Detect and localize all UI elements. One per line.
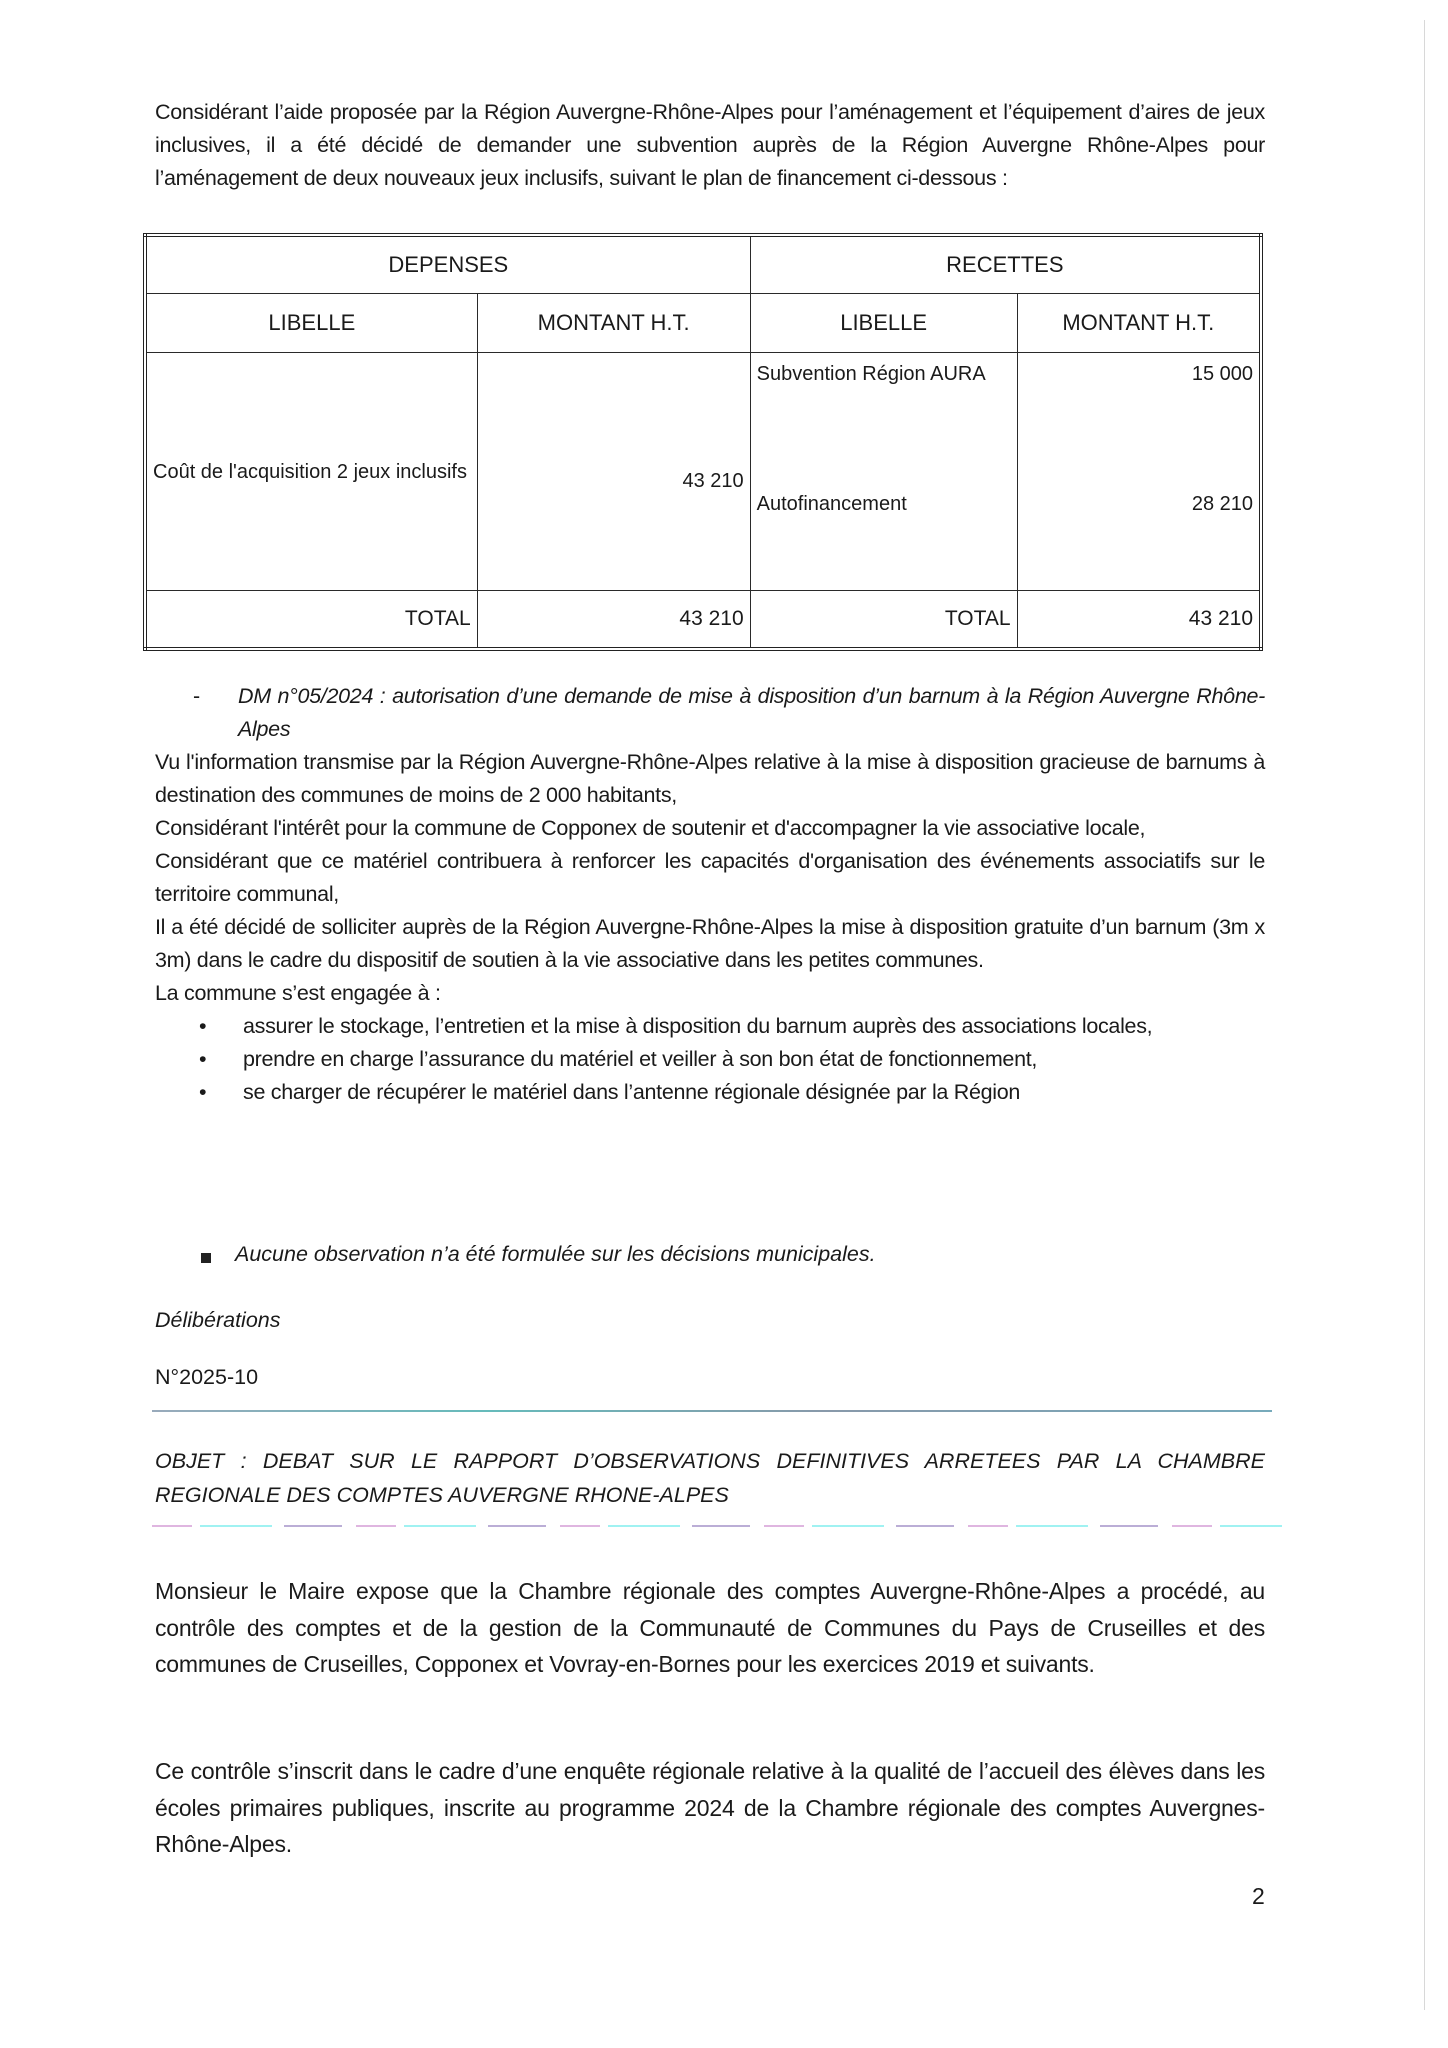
dm-section — [155, 680, 1265, 1109]
dep-montant-cell: 43 210 — [477, 353, 750, 591]
header-depenses: DEPENSES — [145, 235, 750, 294]
observation-item — [155, 1242, 1265, 1267]
col-header-rec-montant: MONTANT H.T. — [1017, 294, 1261, 353]
deliberations-heading: Délibérations — [155, 1308, 281, 1332]
intro-paragraph: Considérant l’aide proposée par la Région Auvergne-Rhône-Alpes pour l’aménagement et l’équipement d’aires de jeux inclusives, il a été décidé de demander une subvention auprès de la Région Auvergne Rhône-Alpes pour l’aménagement de deux nouveaux jeux inclusifs, suivant le plan de financement ci-dessous : — [155, 100, 1265, 190]
list-item-text: prendre en charge l’assurance du matériel et veiller à son bon état de fonctionnement, — [243, 1047, 1038, 1071]
col-header-dep-libelle: LIBELLE — [145, 294, 477, 353]
list-item-text: se charger de récupérer le matériel dans l’antenne régionale désignée par la Région — [243, 1080, 1021, 1104]
rec-montant-autofinancement: 28 210 — [1191, 493, 1253, 515]
rec-montant-cell — [1017, 353, 1261, 591]
rec-libelle-autofinancement: Autofinancement — [756, 493, 907, 515]
col-header-dep-montant: MONTANT H.T. — [477, 294, 750, 353]
rec-libelle-cell — [750, 353, 1017, 591]
header-recettes: RECETTES — [750, 235, 1261, 294]
engagements-list — [155, 1010, 1265, 1109]
rec-montant-subvention: 15 000 — [1191, 363, 1253, 385]
dm-paragraph: Considérant que ce matériel contribuera à renforcer les capacités d'organisation des événements associatifs sur le territoire communal, — [155, 849, 1265, 906]
rec-total-label: TOTAL — [750, 591, 1017, 650]
col-header-rec-libelle: LIBELLE — [750, 294, 1017, 353]
financing-plan-table — [143, 233, 1263, 651]
table-row — [145, 353, 1261, 591]
dm-paragraph: Considérant l'intérêt pour la commune de Copponex de soutenir et d'accompagner la vie associative locale, — [155, 816, 1146, 840]
separator-line — [152, 1410, 1272, 1412]
dm-item — [155, 680, 1265, 746]
list-item-text: assurer le stockage, l’entretien et la mise à disposition du barnum auprès des associations locales, — [243, 1014, 1153, 1038]
list-item — [155, 1010, 1265, 1043]
bullet-icon: • — [199, 1014, 207, 1038]
square-bullet-icon — [201, 1253, 211, 1263]
rec-total-value: 43 210 — [1017, 591, 1261, 650]
dep-libelle-cell: Coût de l'acquisition 2 jeux inclusifs — [145, 353, 477, 591]
dm-title: DM n°05/2024 : autorisation d’une demande de mise à disposition d’un barnum à la Région Auvergne Rhône-Alpes — [238, 684, 1265, 741]
dm-paragraph: La commune s’est engagée à : — [155, 981, 441, 1005]
scan-edge-line — [1424, 20, 1425, 2010]
deliberation-paragraph: Ce contrôle s’inscrit dans le cadre d’une enquête régionale relative à la qualité de l’accueil des élèves dans les écoles primaires publiques, inscrite au programme 2024 de la Chambre régionale des comptes Auvergnes-Rhône-Alpes. — [155, 1758, 1265, 1857]
list-item — [155, 1076, 1265, 1109]
bullet-icon: • — [199, 1080, 207, 1104]
objet-title: OBJET : DEBAT SUR LE RAPPORT D’OBSERVATIONS DEFINITIVES ARRETEES PAR LA CHAMBRE REGIONALE DES COMPTES AUVERGNE RHONE-ALPES — [155, 1449, 1265, 1507]
observation-text: Aucune observation n’a été formulée sur les décisions municipales. — [235, 1242, 876, 1266]
dash-marker: - — [193, 684, 200, 708]
dm-paragraph: Il a été décidé de solliciter auprès de la Région Auvergne-Rhône-Alpes la mise à disposition gratuite d’un barnum (3m x 3m) dans le cadre du dispositif de soutien à la vie associative dans les petites communes. — [155, 915, 1265, 972]
list-item — [155, 1043, 1265, 1076]
dm-paragraph: Vu l'information transmise par la Région Auvergne-Rhône-Alpes relative à la mise à disposition gracieuse de barnums à destination des communes de moins de 2 000 habitants, — [155, 750, 1265, 807]
intro-section — [155, 96, 1265, 195]
rec-libelle-subvention: Subvention Région AURA — [756, 363, 986, 385]
deliberation-number: N°2025-10 — [155, 1365, 259, 1389]
dep-total-value: 43 210 — [477, 591, 750, 650]
deliberation-paragraph: Monsieur le Maire expose que la Chambre régionale des comptes Auvergne-Rhône-Alpes a procédé, au contrôle des comptes et de la gestion de la Communauté de Communes du Pays de Cruseilles et des communes de Cruseilles, Copponex et Vovray-en-Bornes pour les exercices 2019 et suivants. — [155, 1578, 1265, 1677]
total-row — [145, 591, 1261, 650]
separator-dashed-line — [152, 1525, 1282, 1527]
dep-total-label: TOTAL — [145, 591, 477, 650]
page-number: 2 — [1252, 1883, 1265, 1909]
bullet-icon: • — [199, 1047, 207, 1071]
